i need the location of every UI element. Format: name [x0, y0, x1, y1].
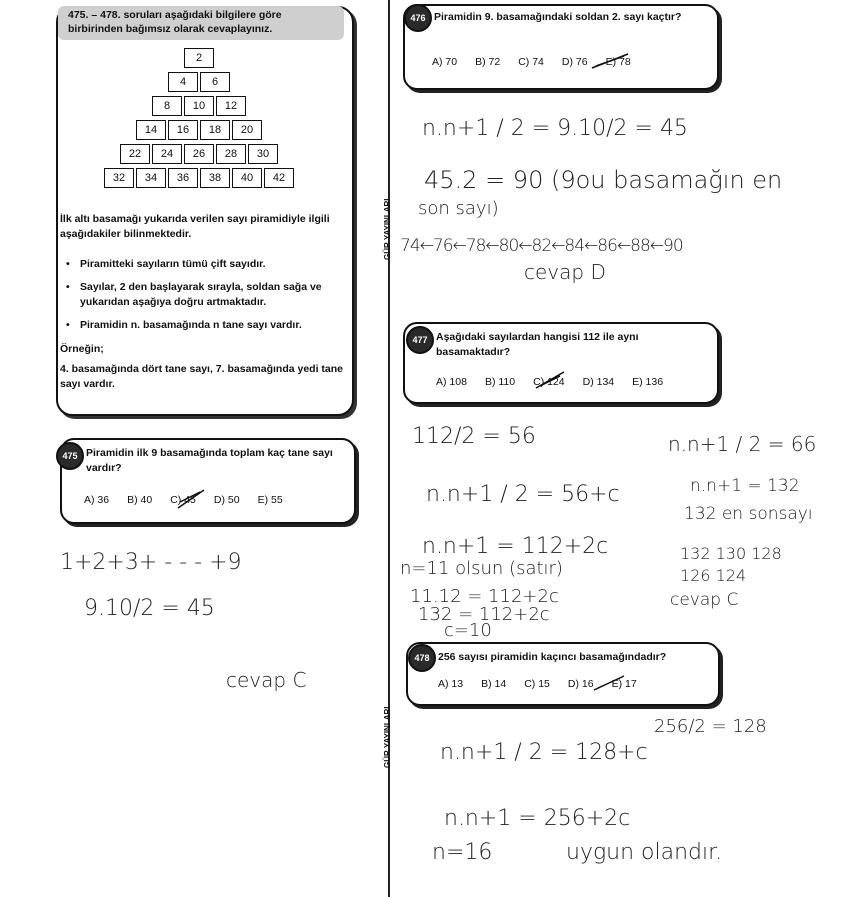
option-c[interactable]: C) 124 — [533, 376, 565, 388]
pyramid-cell: 38 — [200, 168, 230, 188]
side-label-bottom: GÜR YAYINLARI — [383, 706, 392, 768]
pyramid-cell: 34 — [136, 168, 166, 188]
info-intro: İlk altı basamağı yukarıda verilen sayı piramidiyle ilgili aşağıdakiler bilinmektedir. — [60, 213, 330, 240]
option-c[interactable]: C) 45 — [170, 494, 196, 506]
pyramid-cell: 18 — [200, 120, 230, 140]
question-477-text: Aşağıdaki sayılardan hangisi 112 ile aynı basamaktadır? — [436, 331, 639, 358]
option-d[interactable]: D) 50 — [213, 494, 240, 506]
side-label-top: GÜR YAYINLARI — [383, 198, 392, 260]
option-a[interactable]: A) 70 — [432, 56, 458, 68]
hw-477-line2: n.n+1 / 2 = 56+c — [426, 482, 620, 507]
question-478-text: 256 sayısı piramidin kaçıncı basamağındadır? — [438, 651, 667, 663]
info-header: 475. – 478. soruları aşağıdaki bilgilere göre birbirinden bağımsız olarak cevaplayınız. — [58, 6, 344, 40]
info-bullet-1: • Piramitteki sayıların tümü çift sayıdır. — [80, 257, 346, 272]
pyramid-cell: 16 — [168, 120, 198, 140]
hw-477-side1: n.n+1 / 2 = 66 — [668, 432, 817, 456]
info-bullet-2: • Sayılar, 2 den başlayarak sırayla, soldan sağa ve yukarıdan aşağıya doğru artmaktadır. — [80, 280, 346, 310]
hw-477-side4: 132 130 128 — [680, 544, 782, 563]
hw-477-line7: c=10 — [444, 620, 492, 641]
question-476-text: Piramidin 9. basamağındaki soldan 2. sayı kaçtır? — [434, 11, 682, 23]
hw-477-line4: n=11 olsun (satır) — [400, 558, 563, 579]
pyramid-cell: 40 — [232, 168, 262, 188]
hw-477-side5: 126 124 — [680, 566, 747, 585]
pyramid-cell: 30 — [248, 144, 278, 164]
option-b[interactable]: B) 14 — [481, 678, 507, 690]
example-text: 4. basamağında dört tane sayı, 7. basamağında yedi tane sayı vardır. — [60, 363, 344, 390]
pyramid-cell: 42 — [264, 168, 294, 188]
hw-477-line3: n.n+1 = 112+2c — [422, 534, 609, 559]
option-e[interactable]: E) 78 — [605, 56, 631, 68]
hw-477-side2: n.n+1 = 132 — [690, 476, 800, 496]
option-c[interactable]: C) 74 — [518, 56, 544, 68]
example-title: Örneğin; — [60, 343, 104, 355]
hw-476-answer: cevap D — [524, 260, 606, 284]
hw-477-answer: cevap C — [670, 590, 739, 610]
question-478-number: 478 — [408, 644, 436, 672]
question-477-number: 477 — [406, 326, 434, 354]
option-a[interactable]: A) 13 — [438, 678, 464, 690]
option-b[interactable]: B) 110 — [484, 376, 516, 388]
hw-478-line4: uygun olandır. — [566, 840, 723, 865]
option-a[interactable]: A) 108 — [436, 376, 467, 388]
cross-mark-c — [176, 486, 206, 512]
option-d[interactable]: D) 134 — [582, 376, 615, 388]
number-pyramid — [104, 48, 298, 194]
option-d[interactable]: D) 76 — [561, 56, 588, 68]
pyramid-cell: 10 — [184, 96, 214, 116]
hw-476-line1: n.n+1 / 2 = 9.10/2 = 45 — [422, 116, 688, 141]
option-c[interactable]: C) 15 — [524, 678, 550, 690]
pyramid-cell: 8 — [152, 96, 182, 116]
pyramid-cell: 24 — [152, 144, 182, 164]
pyramid-cell: 6 — [200, 72, 230, 92]
hw-476-line2: 45.2 = 90 (9ou basamağın en — [424, 166, 783, 194]
hw-478-side: 256/2 = 128 — [654, 716, 767, 737]
hw-475-answer: cevap C — [226, 668, 307, 692]
option-e[interactable]: E) 136 — [632, 376, 664, 388]
hw-475-line1: 1+2+3+ - - - +9 — [60, 550, 242, 575]
pyramid-cell: 20 — [232, 120, 262, 140]
hw-475-line2: 9.10/2 = 45 — [84, 596, 215, 621]
cross-mark-d — [590, 50, 630, 72]
cross-mark-d — [592, 672, 626, 694]
option-b[interactable]: B) 72 — [475, 56, 501, 68]
hw-478-line3: n=16 — [432, 840, 493, 865]
question-475-number: 475 — [56, 442, 84, 470]
option-e[interactable]: E) 17 — [611, 678, 637, 690]
pyramid-cell: 14 — [136, 120, 166, 140]
hw-476-line3: son sayı) — [418, 198, 499, 219]
hw-477-line1: 112/2 = 56 — [412, 424, 536, 449]
pyramid-cell: 32 — [104, 168, 134, 188]
pyramid-cell: 12 — [216, 96, 246, 116]
pyramid-cell: 28 — [216, 144, 246, 164]
option-b[interactable]: B) 40 — [127, 494, 153, 506]
option-e[interactable]: E) 55 — [257, 494, 283, 506]
pyramid-cell: 36 — [168, 168, 198, 188]
hw-478-line1: n.n+1 / 2 = 128+c — [440, 740, 648, 765]
cross-mark-c — [534, 368, 566, 392]
pyramid-cell: 4 — [168, 72, 198, 92]
question-476-number: 476 — [404, 4, 432, 32]
option-a[interactable]: A) 36 — [84, 494, 110, 506]
pyramid-cell: 22 — [120, 144, 150, 164]
hw-477-side3: 132 en sonsayı — [684, 504, 813, 524]
hw-478-line2: n.n+1 = 256+2c — [444, 806, 631, 831]
hw-476-line4: 74←76←78←80←82←84←86←88←90 — [400, 236, 683, 256]
hw-477-line6: 132 = 112+2c — [418, 604, 550, 625]
hw-477-line5: 11.12 = 112+2c — [410, 586, 559, 607]
option-d[interactable]: D) 16 — [567, 678, 594, 690]
question-475-text: Piramidin ilk 9 basamağında toplam kaç tane sayı vardır? — [86, 447, 333, 474]
pyramid-cell: 2 — [184, 48, 214, 68]
info-bullet-3: • Piramidin n. basamağında n tane sayı vardır. — [80, 318, 346, 333]
pyramid-cell: 26 — [184, 144, 214, 164]
